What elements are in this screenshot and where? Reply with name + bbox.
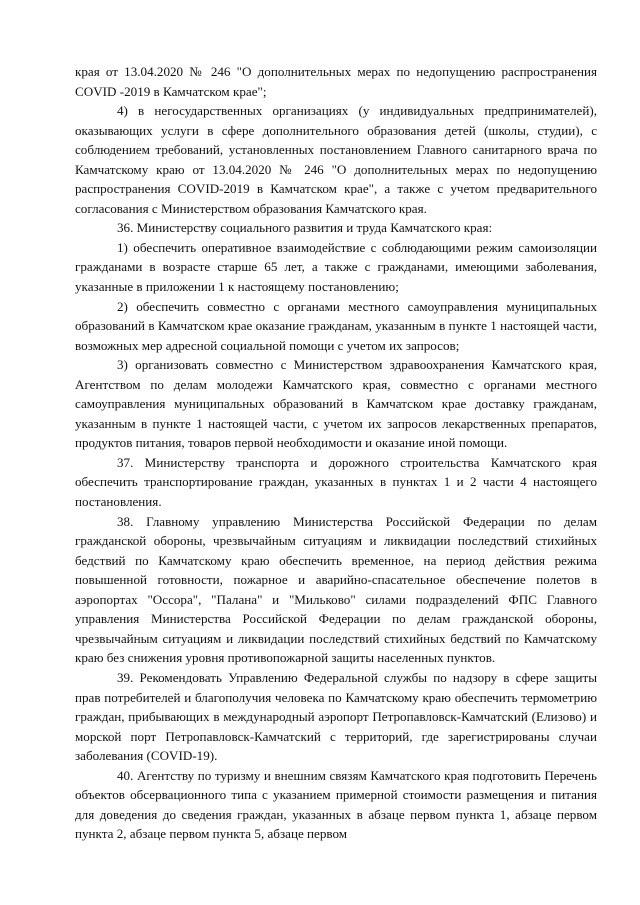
paragraph-36-item-1: 1) обеспечить оперативное взаимодействие с соблюдающими режим самоизоляции гражданами в возрасте старше 65 лет, а также с гражданами, имеющими заболевания, указанные в приложении 1 к настоящему постановлению; (75, 239, 597, 295)
paragraph-36-heading: 36. Министерству социального развития и труда Камчатского края: (117, 220, 493, 236)
paragraph-40: 40. Агентству по туризму и внешним связям Камчатского края подготовить Перечень объектов обсервационного типа с указанием примерной стоимости размещения и питания для доведения до сведения граждан, указанных в абзаце первом пункта 1, абзаце первом пункта 2, абзаце первом пункта 5, абзаце первом (75, 767, 597, 842)
document-page (75, 62, 597, 844)
paragraph-38: 38. Главному управлению Министерства Российской Федерации по делам гражданской обороны, чрезвычайным ситуациям и ликвидации последствий стихийных бедствий по Камчатскому краю обеспечить временное, на период действия режима повышенной готовности, пожарное и аварийно-спасательное обеспечение полетов в аэропортах "Оссора", "Палана" и "Мильково" силами подразделений ФПС Главного управления Министерства Российской Федерации по делам гражданской обороны, чрезвычайным ситуациям и ликвидации последствий стихийных бедствий по Камчатскому краю без снижения уровня противопожарной защиты населенных пунктов. (75, 513, 597, 666)
paragraph-36-item-2: 2) обеспечить совместно с органами местного самоуправления муниципальных образований в Камчатском крае оказание гражданам, указанным в пункте 1 настоящей части, возможных мер адресной социальной помощи с учетом их запросов; (75, 298, 597, 353)
paragraph-35-item-4: 4) в негосударственных организациях (у индивидуальных предпринимателей), оказывающих услуги в сфере дополнительного образования детей (школы, студии), с соблюдением требований, установленных постановлением Главного санитарного врача по Камчатскому краю от 13.04.2020 № 246 "О дополнительных мерах по недопущению распространения COVID-2019 в Камчатском крае", а также с учетом предварительного согласования с Министерством образования Камчатского края. (75, 103, 597, 216)
paragraph-39: 39. Рекомендовать Управлению Федеральной службы по надзору в сфере защиты прав потребителей и благополучия человека по Камчатскому краю обеспечить термометрию граждан, прибывающих в международный аэропорт Петропавловск-Камчатский (Елизово) и морской порт Петропавловск-Камчатский с территорий, где зарегистрированы случаи заболевания (COVID-19). (75, 669, 597, 764)
paragraph-continuation: края от 13.04.2020 № 246 "О дополнительных мерах по недопущению распространения COVID -2019 в Камчатском крае"; (75, 64, 597, 99)
paragraph-36-item-3: 3) организовать совместно с Министерством здравоохранения Камчатского края, Агентством по делам молодежи Камчатского края, совместно с органами местного самоуправления муниципальных образований в Камчатском крае доставку гражданам, указанным в пункте 1 настоящей части, с учетом их запросов лекарственных препаратов, продуктов питания, товаров первой необходимости и оказание иной помощи. (75, 357, 597, 451)
paragraph-37: 37. Министерству транспорта и дорожного строительства Камчатского края обеспечить транспортирование граждан, указанных в пунктах 1 и 2 части 4 настоящего постановления. (75, 454, 597, 510)
